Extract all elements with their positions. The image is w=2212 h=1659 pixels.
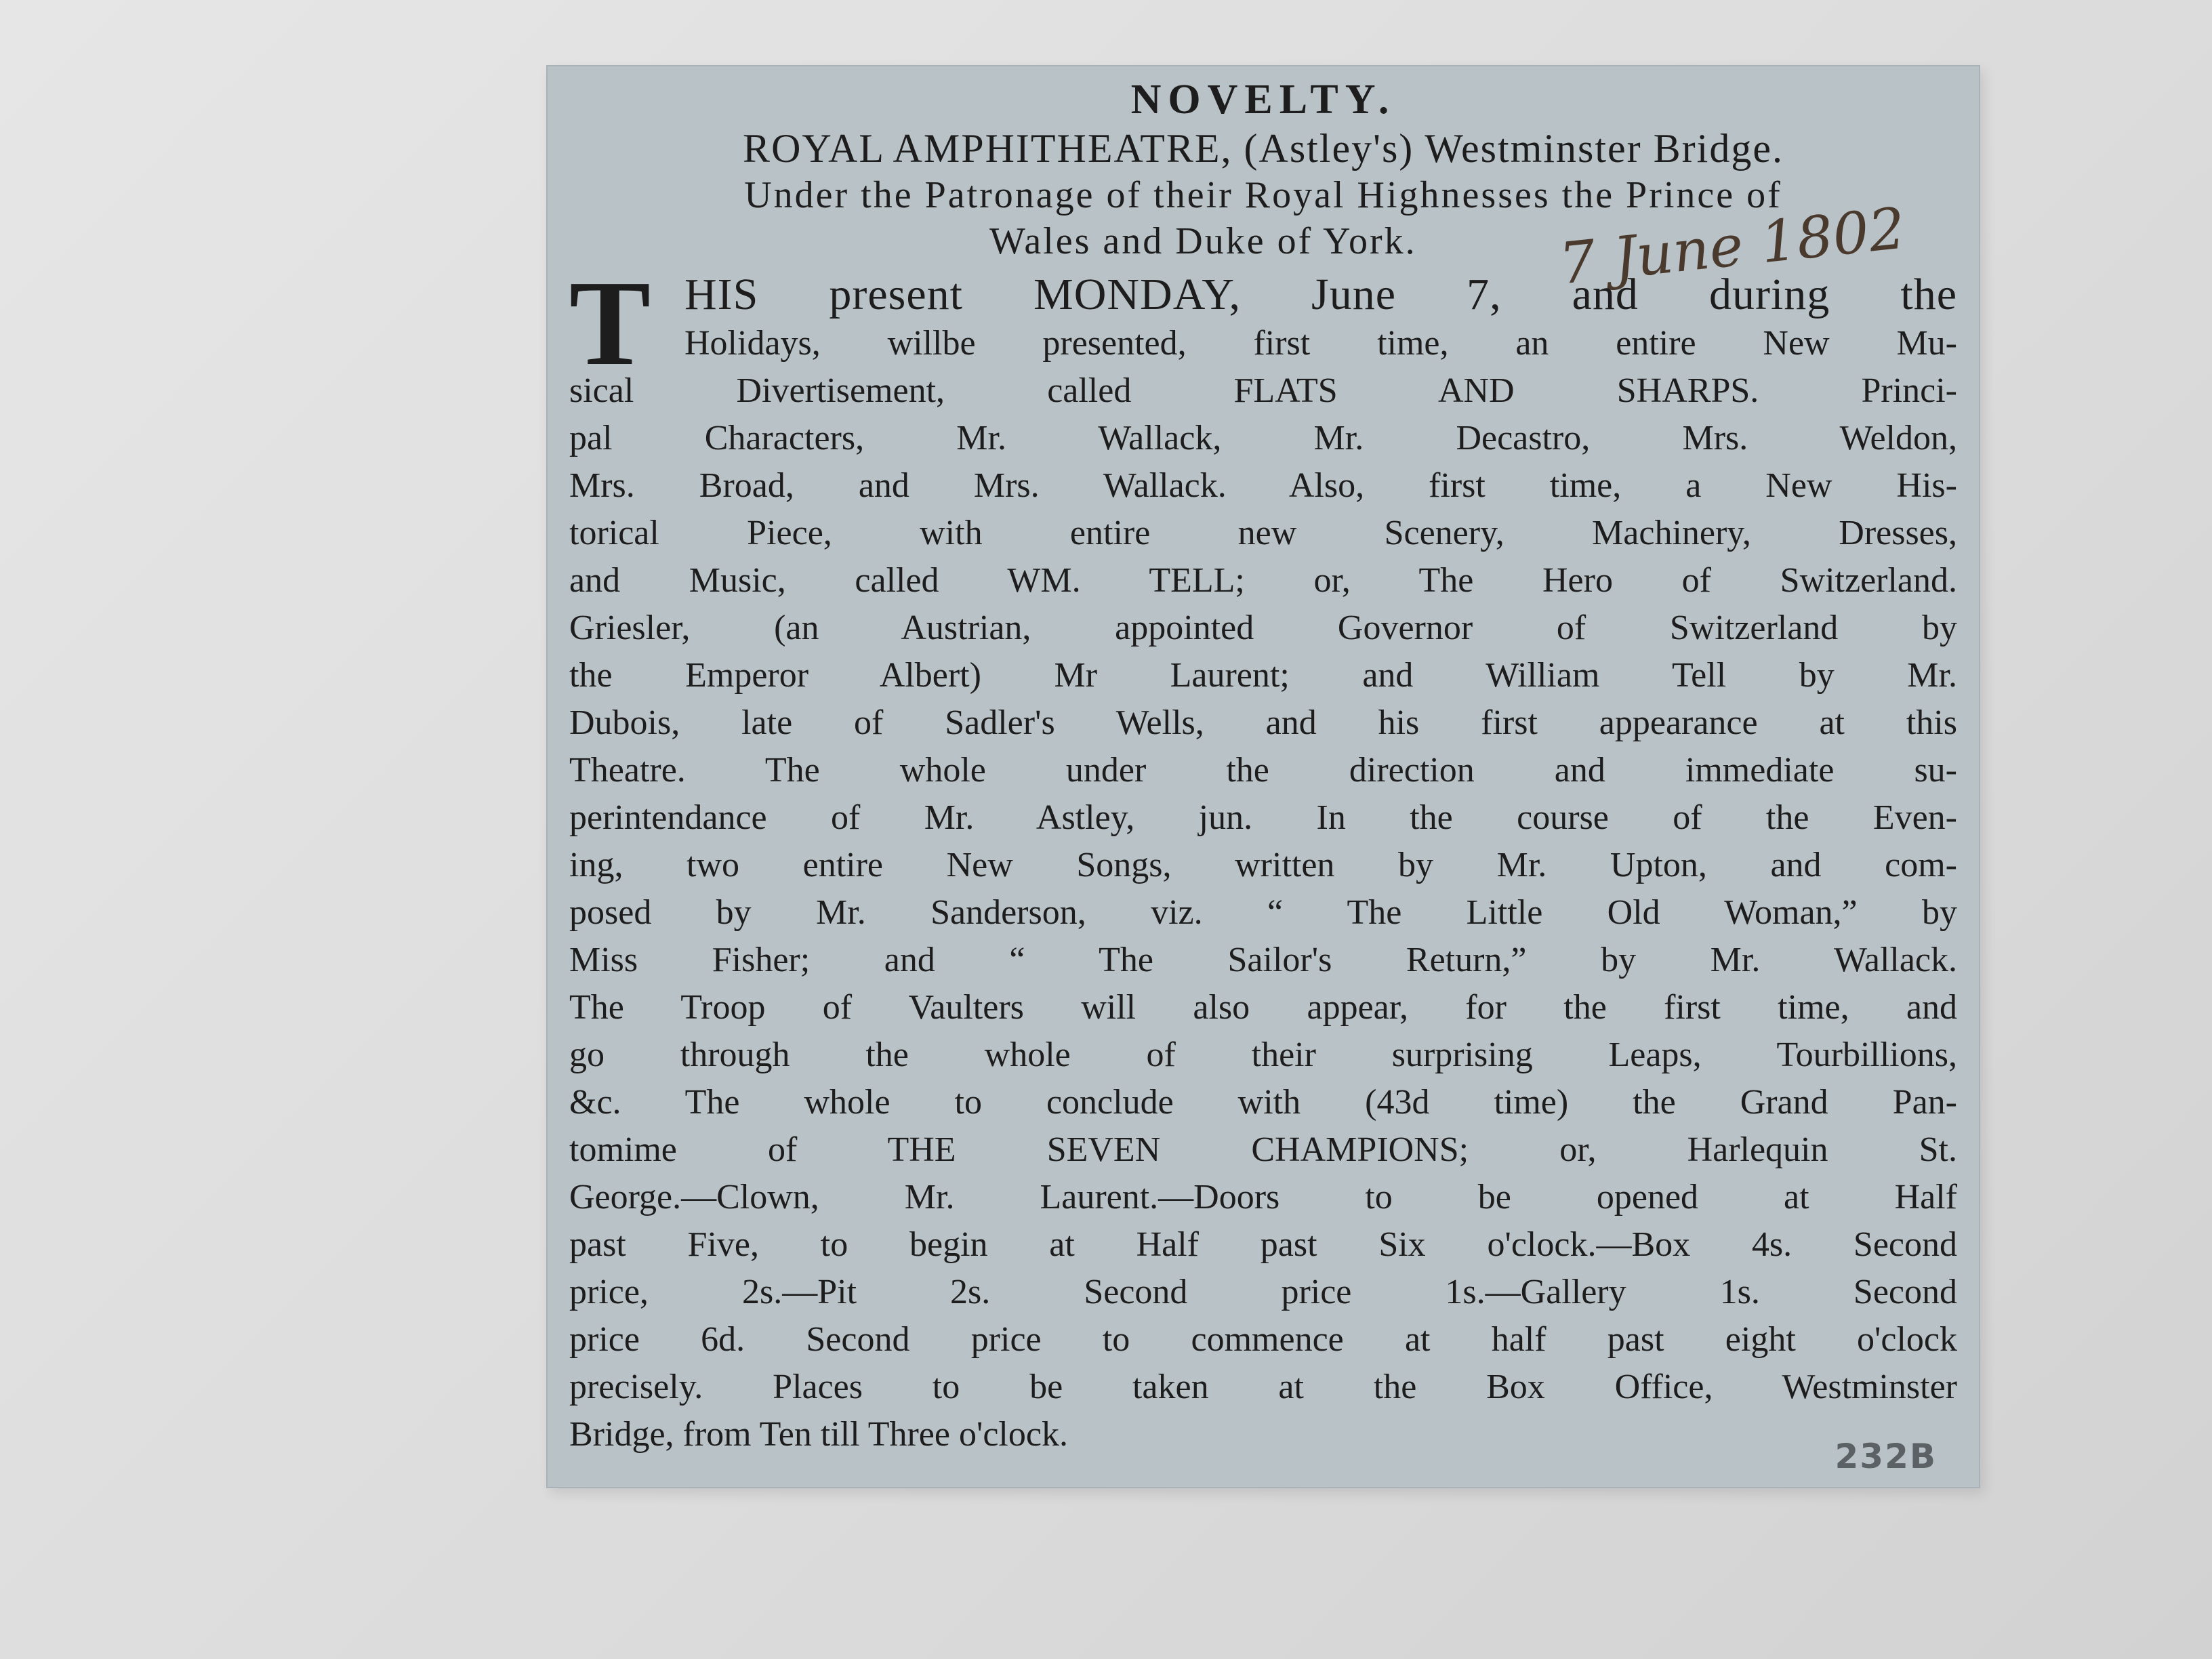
- body-line: George.—Clown, Mr. Laurent.—Doors to be opened at Half: [569, 1178, 1957, 1216]
- body-line: pal Characters, Mr. Wallack, Mr. Decastro, Mrs. Weldon,: [569, 419, 1957, 457]
- body-line: sical Divertisement, called FLATS AND SHARPS. Princi-: [569, 371, 1957, 410]
- body-line: go through the whole of their surprising Leaps, Tourbillions,: [569, 1036, 1957, 1074]
- body-line: Dubois, late of Sadler's Wells, and his first appearance at this: [569, 703, 1957, 742]
- headline: NOVELTY.: [1130, 77, 1396, 123]
- body-line: HIS present MONDAY, June 7, and during the: [684, 270, 1957, 319]
- body-line: and Music, called WM. TELL; or, The Hero of Switzerland.: [569, 561, 1957, 600]
- body-line: tomime of THE SEVEN CHAMPIONS; or, Harlequin St.: [569, 1130, 1957, 1169]
- drop-cap: T: [569, 255, 651, 390]
- body-line: &c. The whole to conclude with (43d time) the Grand Pan-: [569, 1083, 1957, 1122]
- body-line: Miss Fisher; and “ The Sailor's Return,” by Mr. Wallack.: [569, 941, 1957, 979]
- body-line: Mrs. Broad, and Mrs. Wallack. Also, first time, a New His-: [569, 466, 1957, 505]
- body-line: the Emperor Albert) Mr Laurent; and William Tell by Mr.: [569, 656, 1957, 695]
- body-line: ing, two entire New Songs, written by Mr. Upton, and com-: [569, 846, 1957, 884]
- body-line: posed by Mr. Sanderson, viz. “ The Little Old Woman,” by: [569, 893, 1957, 932]
- body-line: Holidays, willbe presented, first time, an entire New Mu-: [684, 324, 1957, 363]
- newspaper-clipping: [546, 65, 1980, 1488]
- body-line: torical Piece, with entire new Scenery, Machinery, Dresses,: [569, 514, 1957, 552]
- handwritten-date: 7 June 1802: [1556, 194, 1908, 298]
- body-line: perintendance of Mr. Astley, jun. In the course of the Even-: [569, 798, 1957, 837]
- patronage-line-continued: Wales and Duke of York.: [989, 220, 1417, 262]
- body-line: price 6d. Second price to commence at half past eight o'clock: [569, 1320, 1957, 1359]
- venue-line: ROYAL AMPHITHEATRE, (Astley's) Westminster Bridge.: [743, 126, 1784, 171]
- body-line: Bridge, from Ten till Three o'clock.: [569, 1415, 1068, 1454]
- advertisement-body: [569, 255, 1957, 1458]
- patronage-line: Under the Patronage of their Royal Highnesses the Prince of: [744, 174, 1782, 216]
- accession-number: 232B: [1835, 1437, 1937, 1476]
- body-line: price, 2s.—Pit 2s. Second price 1s.—Gallery 1s. Second: [569, 1273, 1957, 1311]
- body-line: precisely. Places to be taken at the Box Office, Westminster: [569, 1368, 1957, 1406]
- body-line: The Troop of Vaulters will also appear, for the first time, and: [569, 988, 1957, 1027]
- body-line: Theatre. The whole under the direction and immediate su-: [569, 751, 1957, 790]
- body-line: past Five, to begin at Half past Six o'clock.—Box 4s. Second: [569, 1225, 1957, 1264]
- body-line: Griesler, (an Austrian, appointed Governor of Switzerland by: [569, 609, 1957, 647]
